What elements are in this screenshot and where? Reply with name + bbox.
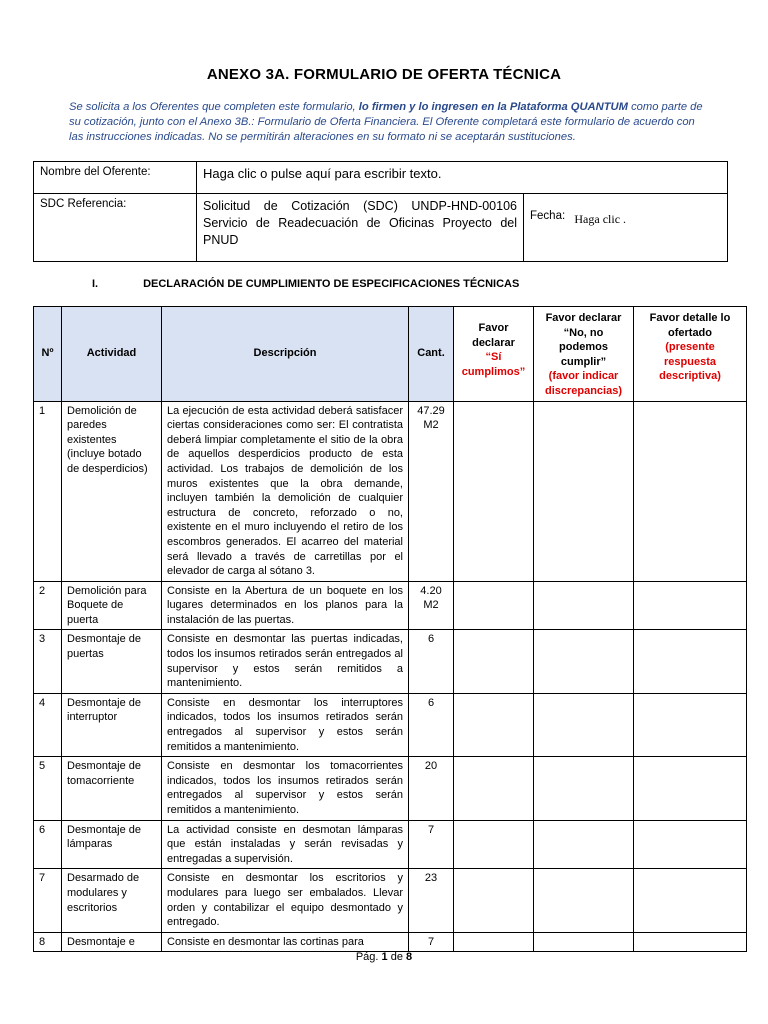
row-cumplimos-cell[interactable] (454, 581, 534, 630)
table-row (34, 820, 747, 869)
row-detalle-cell[interactable] (634, 820, 747, 869)
row-number: 5 (34, 757, 62, 820)
row-descripcion: Consiste en desmontar las puertas indicadas, todos los insumos retirados serán entregados al supervisor y estos serán remitidos a mantenimiento. (162, 630, 409, 693)
table-row (34, 581, 747, 630)
row-no-cumplimos-cell[interactable] (534, 693, 634, 756)
row-cumplimos-cell[interactable] (454, 869, 534, 932)
row-no-cumplimos-cell[interactable] (534, 630, 634, 693)
row-detalle-cell[interactable] (634, 693, 747, 756)
date-label: Fecha: (530, 210, 566, 222)
row-number: 6 (34, 820, 62, 869)
row-cantidad: 6 (409, 693, 454, 756)
row-actividad: Desmontaje de interruptor (62, 693, 162, 756)
header-cant: Cant. (409, 307, 454, 402)
row-cumplimos-cell[interactable] (454, 820, 534, 869)
row-detalle-cell[interactable] (634, 757, 747, 820)
row-number: 1 (34, 401, 62, 581)
row-descripcion: Consiste en la Abertura de un boquete en los lugares determinados en los planos para la instalación de las puertas. (162, 581, 409, 630)
row-cumplimos-cell[interactable] (454, 630, 534, 693)
row-number: 7 (34, 869, 62, 932)
row-no-cumplimos-cell[interactable] (534, 757, 634, 820)
section-number: I. (92, 278, 99, 290)
row-number: 8 (34, 932, 62, 952)
row-no-cumplimos-cell[interactable] (534, 581, 634, 630)
row-cantidad: 6 (409, 630, 454, 693)
date-field[interactable]: Haga clic . (574, 212, 627, 226)
sdc-reference-value: Solicitud de Cotización (SDC) UNDP-HND-00106 Servicio de Readecuación de Oficinas Proyecto del PNUD (197, 194, 524, 262)
table-row (34, 757, 747, 820)
row-actividad: Desmontaje de tomacorriente (62, 757, 162, 820)
row-actividad: Demolición para Boquete de puerta (62, 581, 162, 630)
sdc-reference-label: SDC Referencia: (34, 194, 197, 262)
specifications-table (33, 306, 747, 952)
row-no-cumplimos-cell[interactable] (534, 401, 634, 581)
row-detalle-cell[interactable] (634, 630, 747, 693)
row-number: 4 (34, 693, 62, 756)
header-cumplimos: Favor declarar “Sí cumplimos” (454, 307, 534, 402)
row-cantidad: 7 (409, 820, 454, 869)
row-descripcion: Consiste en desmontar los escritorios y modulares para luego ser embalados. Llevar orden y contabilizar el equipo desmontado y entregado. (162, 869, 409, 932)
row-actividad: Desarmado de modulares y escritorios (62, 869, 162, 932)
bidder-info-table (33, 161, 728, 262)
bidder-name-field[interactable]: Haga clic o pulse aquí para escribir texto. (197, 162, 728, 194)
page-footer: Pág. 1 de 8 (355, 951, 413, 963)
row-detalle-cell[interactable] (634, 869, 747, 932)
row-cantidad: 23 (409, 869, 454, 932)
row-actividad: Desmontaje de puertas (62, 630, 162, 693)
bidder-name-label: Nombre del Oferente: (34, 162, 197, 194)
row-no-cumplimos-cell[interactable] (534, 869, 634, 932)
row-cantidad: 4.20 M2 (409, 581, 454, 630)
row-cumplimos-cell[interactable] (454, 693, 534, 756)
section-title: DECLARACIÓN DE CUMPLIMIENTO DE ESPECIFICACIONES TÉCNICAS (143, 278, 520, 290)
table-row (34, 401, 747, 581)
row-number: 3 (34, 630, 62, 693)
section-heading (92, 278, 519, 290)
row-no-cumplimos-cell[interactable] (534, 820, 634, 869)
table-row (34, 630, 747, 693)
row-cumplimos-cell[interactable] (454, 401, 534, 581)
row-descripcion: Consiste en desmontar las cortinas para (162, 932, 409, 952)
header-num: Nº (34, 307, 62, 402)
header-no-cumplimos: Favor declarar “No, no podemos cumplir” (favor indicar discrepancias) (534, 307, 634, 402)
row-descripcion: Consiste en desmontar los tomacorrientes indicados, todos los insumos retirados serán entregados al supervisor y estos serán remitidos a mantenimiento. (162, 757, 409, 820)
table-row (34, 693, 747, 756)
table-row (34, 932, 747, 952)
instructions-text-2: como parte de su cotización, junto con el Anexo 3B.: Formulario de Oferta Financiera. El Oferente completará este formulario de acuerdo con las instrucciones indicadas. No se permitirán alteraciones en su formato ni se aceptarán sustituciones. (69, 101, 703, 143)
header-actividad: Actividad (62, 307, 162, 402)
row-no-cumplimos-cell[interactable] (534, 932, 634, 952)
row-descripcion: La actividad consiste en desmotan lámparas que están instaladas y serán revisadas y entregadas a supervisión. (162, 820, 409, 869)
row-detalle-cell[interactable] (634, 401, 747, 581)
row-cumplimos-cell[interactable] (454, 757, 534, 820)
row-number: 2 (34, 581, 62, 630)
row-detalle-cell[interactable] (634, 932, 747, 952)
instructions-emphasis: lo firmen y lo ingresen en la Plataforma QUANTUM (358, 101, 628, 113)
row-descripcion: Consiste en desmontar los interruptores indicados, todos los insumos retirados serán entregados al supervisor y estos serán remitidos a mantenimiento. (162, 693, 409, 756)
row-cantidad: 47.29 M2 (409, 401, 454, 581)
row-cantidad: 20 (409, 757, 454, 820)
page-title: ANEXO 3A. FORMULARIO DE OFERTA TÉCNICA (206, 66, 562, 83)
table-row (34, 869, 747, 932)
instructions (69, 100, 709, 145)
row-actividad: Demolición de paredes existentes (incluye botado de desperdicios) (62, 401, 162, 581)
row-cantidad: 7 (409, 932, 454, 952)
row-actividad: Desmontaje de lámparas (62, 820, 162, 869)
header-descripcion: Descripción (162, 307, 409, 402)
row-cumplimos-cell[interactable] (454, 932, 534, 952)
row-detalle-cell[interactable] (634, 581, 747, 630)
row-actividad: Desmontaje e (62, 932, 162, 952)
row-descripcion: La ejecución de esta actividad deberá satisfacer ciertas consideraciones como ser: El contratista deberá limpiar completamente el sitio de la obra de aquellos desperdicios producto de esta actividad. Los trabajos de demolición de los muros existentes que la obra demande, incluyen también la demolición de cualquier estructura de concreto, reforzado o no, existente en el muro incluyendo el retiro de los escombros generados. El acarreo del material será llevado a través de carretillas por el elevador de carga al sótano 3. (162, 401, 409, 581)
instructions-text-1: Se solicita a los Oferentes que completen este formulario, (69, 101, 356, 113)
header-detalle: Favor detalle lo ofertado (presente respuesta descriptiva) (634, 307, 747, 402)
